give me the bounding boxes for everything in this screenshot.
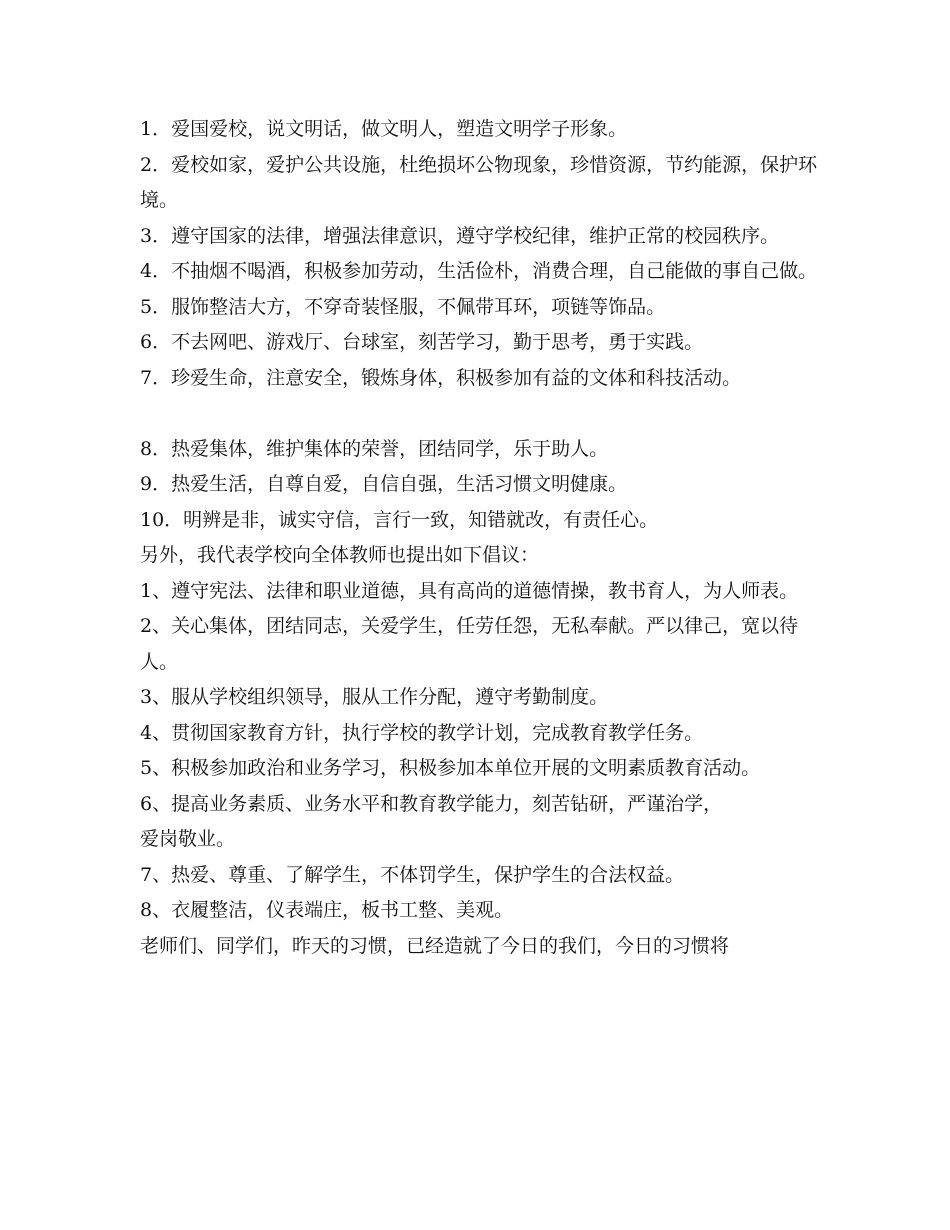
student-rule-4: 4．不抽烟不喝酒，积极参加劳动，生活俭朴，消费合理，自己能做的事自己做。 xyxy=(140,260,818,282)
teacher-rule-4: 4、贯彻国家教育方针，执行学校的教学计划，完成教育教学任务。 xyxy=(140,721,704,744)
student-rule-6: 6．不去网吧、游戏厅、台球室，刻苦学习，勤于思考，勇于实践。 xyxy=(140,331,704,353)
paragraph-gap xyxy=(140,396,830,432)
student-rule-1: 1．爱国爱校，说文明话，做文明人，塑造文明学子形象。 xyxy=(140,118,628,140)
teacher-rule-1: 1、遵守宪法、法律和职业道德，具有高尚的道德情操，教书育人，为人师表。 xyxy=(140,579,799,602)
document-body xyxy=(140,112,830,964)
student-rule-3: 3．遵守国家的法律，增强法律意识，遵守学校纪律，维护正常的校园秩序。 xyxy=(140,224,780,247)
student-rule-10: 10．明辨是非，诚实守信，言行一致，知错就改，有责任心。 xyxy=(140,508,659,531)
teacher-rule-3: 3、服从学校组织领导，服从工作分配，遵守考勤制度。 xyxy=(140,686,609,708)
closing-paragraph: 老师们、同学们，昨天的习惯，已经造就了今日的我们，今日的习惯将 xyxy=(140,934,730,957)
student-rule-2: 2．爱校如家，爱护公共设施，杜绝损坏公物现象，珍惜资源，节约能源，保护环境。 xyxy=(140,153,818,211)
teacher-rule-7: 7、热爱、尊重、了解学生，不体罚学生，保护学生的合法权益。 xyxy=(140,863,685,886)
student-rule-9: 9．热爱生活，自尊自爱，自信自强，生活习惯文明健康。 xyxy=(140,473,628,495)
teacher-intro: 另外，我代表学校向全体教师也提出如下倡议： xyxy=(140,544,540,566)
student-rule-5: 5．服饰整洁大方，不穿奇装怪服，不佩带耳环，项链等饰品。 xyxy=(140,295,666,318)
teacher-rule-8: 8、衣履整洁，仪表端庄，板书工整、美观。 xyxy=(140,899,514,921)
teacher-rule-6-continued: 爱岗敬业。 xyxy=(140,828,236,850)
teacher-rule-2: 2、关心集体，团结同志，关爱学生，任劳任怨，无私奉献。严以律己，宽以待人。 xyxy=(140,615,799,673)
student-rule-7: 7．珍爱生命，注意安全，锻炼身体，积极参加有益的文体和科技活动。 xyxy=(140,366,742,389)
student-rule-8: 8．热爱集体，维护集体的荣誉，团结同学，乐于助人。 xyxy=(140,437,609,460)
teacher-rule-6: 6、提高业务素质、业务水平和教育教学能力，刻苦钻研，严谨治学， xyxy=(140,792,723,815)
teacher-rule-5: 5、积极参加政治和业务学习，积极参加本单位开展的文明素质教育活动。 xyxy=(140,757,761,779)
